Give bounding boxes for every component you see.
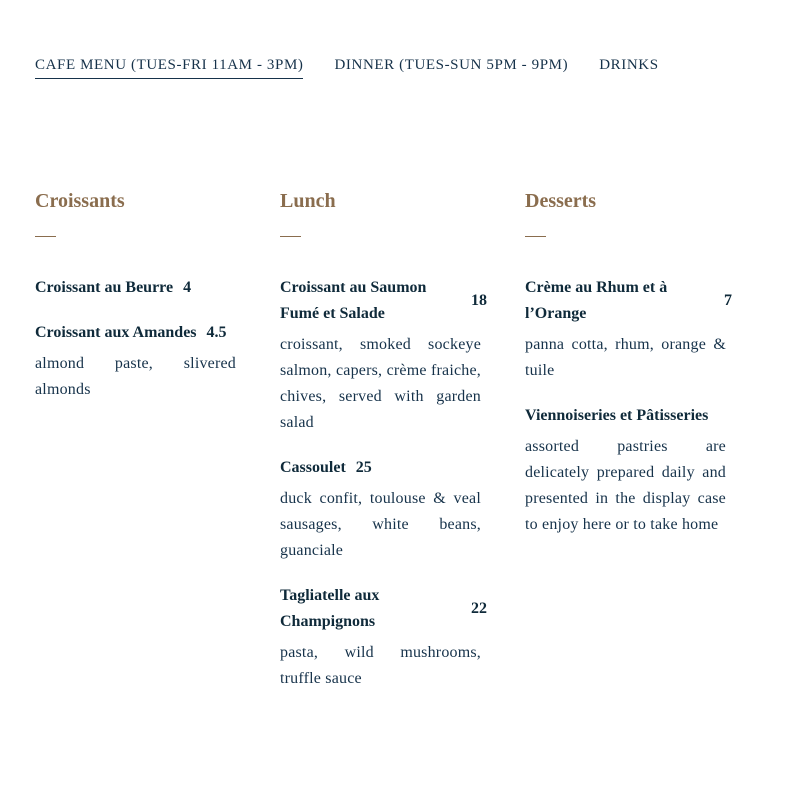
menu-item-header: [525, 403, 726, 429]
section-divider: [280, 236, 301, 237]
menu-item-price: 18: [471, 292, 487, 309]
menu-item-name: Tagliatelle aux Champignons: [280, 587, 380, 630]
menu-item-header: [280, 455, 481, 481]
section-croissants: [35, 188, 236, 711]
menu-item: [525, 403, 726, 538]
menu-item: [35, 275, 236, 301]
menu-item-name: Viennoiseries et Pâtisseries: [525, 407, 709, 424]
section-title: Lunch: [280, 190, 336, 212]
menu-item: [35, 320, 236, 403]
menu-item-name: Croissant au Saumon Fumé et Salade: [280, 279, 427, 322]
menu-item: [525, 275, 732, 384]
menu-item-price: 4: [183, 279, 192, 296]
menu-item-name: Crème au Rhum et à l’Orange: [525, 279, 668, 322]
menu-item: [280, 583, 487, 692]
menu-columns: [35, 188, 732, 711]
menu-item-price: 7: [724, 292, 732, 309]
menu-item-price: 22: [471, 600, 487, 617]
menu-item-description: panna cotta, rhum, orange & tuile: [525, 336, 726, 379]
menu-item-name: Croissant aux Amandes: [35, 324, 197, 341]
section-title: Desserts: [525, 190, 597, 212]
menu-item-description: almond paste, slivered almonds: [35, 355, 236, 398]
section-divider: [35, 236, 56, 237]
tab-drinks[interactable]: DRINKS: [599, 57, 659, 73]
section-title: Croissants: [35, 190, 125, 212]
menu-item-header: [525, 275, 732, 327]
menu-item-description: duck confit, toulouse & veal sausages, white beans, guanciale: [280, 490, 481, 559]
menu-item-name: Croissant au Beurre: [35, 279, 174, 296]
section-lunch: [280, 188, 487, 711]
menu-item-price: 4.5: [206, 324, 227, 341]
menu-item-header: [280, 275, 487, 327]
menu-tabs: [35, 57, 659, 79]
menu-item-price: 25: [355, 459, 372, 476]
tab-cafe-menu[interactable]: CAFE MENU (TUES-FRI 11AM - 3PM): [35, 57, 303, 79]
tab-dinner[interactable]: DINNER (TUES-SUN 5PM - 9PM): [334, 57, 569, 73]
menu-item-header: [280, 583, 487, 635]
menu-item-header: [35, 320, 236, 346]
section-divider: [525, 236, 546, 237]
menu-item: [280, 275, 487, 436]
menu-item-name: Cassoulet: [280, 459, 346, 476]
menu-item: [280, 455, 481, 564]
menu-item-header: [35, 275, 236, 301]
menu-item-description: assorted pastries are delicately prepared daily and presented in the display case to enjoy here or to take home: [525, 438, 726, 533]
section-desserts: [525, 188, 732, 711]
menu-item-description: pasta, wild mushrooms, truffle sauce: [280, 644, 481, 687]
menu-item-description: croissant, smoked sockeye salmon, capers, crème fraiche, chives, served with garden salad: [280, 336, 481, 431]
